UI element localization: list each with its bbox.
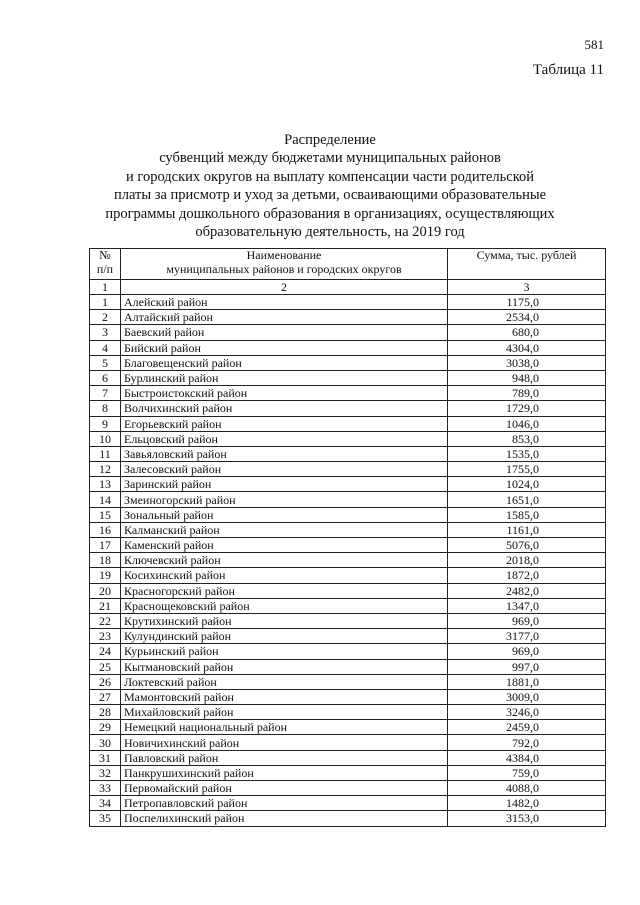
column-index-row	[90, 280, 606, 295]
row-district-name: Змеиногорский район	[121, 492, 448, 507]
table-row	[90, 781, 606, 796]
row-district-name: Ключевский район	[121, 553, 448, 568]
row-number: 7	[90, 386, 121, 401]
row-sum: 969,0	[448, 644, 606, 659]
row-number: 17	[90, 538, 121, 553]
row-sum: 1881,0	[448, 674, 606, 689]
row-sum: 1729,0	[448, 401, 606, 416]
row-number: 9	[90, 416, 121, 431]
table-row	[90, 401, 606, 416]
document-heading	[80, 131, 580, 241]
row-district-name: Алейский район	[121, 295, 448, 310]
table-row	[90, 689, 606, 704]
heading-line: программы дошкольного образования в организациях, осуществляющих	[105, 205, 555, 222]
row-district-name: Поспелихинский район	[121, 811, 448, 826]
row-number: 2	[90, 310, 121, 325]
row-district-name: Михайловский район	[121, 705, 448, 720]
row-district-name: Первомайский район	[121, 781, 448, 796]
header-name-line: муниципальных районов и городских округов	[166, 261, 402, 276]
table-row	[90, 477, 606, 492]
row-district-name: Каменский район	[121, 538, 448, 553]
table-row	[90, 431, 606, 446]
row-district-name: Крутихинский район	[121, 613, 448, 628]
heading-line: Распределение	[284, 132, 376, 148]
heading-line: и городских округов на выплату компенсации части родительской	[125, 168, 535, 185]
column-index: 1	[90, 280, 121, 295]
table-row	[90, 295, 606, 310]
row-number: 25	[90, 659, 121, 674]
row-number: 8	[90, 401, 121, 416]
row-sum: 2459,0	[448, 720, 606, 735]
row-number: 31	[90, 750, 121, 765]
row-number: 10	[90, 431, 121, 446]
row-number: 24	[90, 644, 121, 659]
row-sum: 1755,0	[448, 462, 606, 477]
row-number: 3	[90, 325, 121, 340]
row-sum: 1175,0	[448, 295, 606, 310]
row-sum: 4384,0	[448, 750, 606, 765]
row-sum: 2534,0	[448, 310, 606, 325]
row-number: 34	[90, 796, 121, 811]
table-row	[90, 598, 606, 613]
row-number: 19	[90, 568, 121, 583]
row-number: 15	[90, 507, 121, 522]
row-district-name: Заринский район	[121, 477, 448, 492]
table-row	[90, 765, 606, 780]
heading-line: субвенций между бюджетами муниципальных районов	[159, 150, 501, 167]
row-district-name: Залесовский район	[121, 462, 448, 477]
row-sum: 4088,0	[448, 781, 606, 796]
table-row	[90, 310, 606, 325]
table-row	[90, 659, 606, 674]
column-index: 3	[448, 280, 606, 295]
row-district-name: Курьинский район	[121, 644, 448, 659]
row-sum: 3246,0	[448, 705, 606, 720]
row-number: 27	[90, 689, 121, 704]
row-district-name: Быстроистокский район	[121, 386, 448, 401]
table-row	[90, 629, 606, 644]
row-number: 35	[90, 811, 121, 826]
row-sum: 5076,0	[448, 538, 606, 553]
row-district-name: Алтайский район	[121, 310, 448, 325]
row-number: 28	[90, 705, 121, 720]
row-number: 12	[90, 462, 121, 477]
row-number: 13	[90, 477, 121, 492]
row-district-name: Немецкий национальный район	[121, 720, 448, 735]
table-row	[90, 750, 606, 765]
row-number: 1	[90, 295, 121, 310]
row-number: 30	[90, 735, 121, 750]
row-sum: 1347,0	[448, 598, 606, 613]
row-sum: 2482,0	[448, 583, 606, 598]
row-number: 22	[90, 613, 121, 628]
row-number: 18	[90, 553, 121, 568]
table-row	[90, 613, 606, 628]
row-sum: 3009,0	[448, 689, 606, 704]
row-sum: 759,0	[448, 765, 606, 780]
table-row	[90, 416, 606, 431]
row-sum: 789,0	[448, 386, 606, 401]
row-district-name: Волчихинский район	[121, 401, 448, 416]
row-number: 32	[90, 765, 121, 780]
page-number: 581	[584, 37, 604, 52]
row-number: 14	[90, 492, 121, 507]
header-sum: Сумма, тыс. рублей	[448, 249, 606, 280]
row-district-name: Краснощековский район	[121, 598, 448, 613]
table-row	[90, 340, 606, 355]
table-row	[90, 325, 606, 340]
table-row	[90, 583, 606, 598]
row-district-name: Мамонтовский район	[121, 689, 448, 704]
header-name-line: Наименование	[246, 248, 322, 262]
table-body	[90, 295, 606, 827]
row-district-name: Баевский район	[121, 325, 448, 340]
row-sum: 2018,0	[448, 553, 606, 568]
table-header-row	[90, 249, 606, 280]
row-sum: 1482,0	[448, 796, 606, 811]
column-index: 2	[121, 280, 448, 295]
row-sum: 853,0	[448, 431, 606, 446]
table-row	[90, 674, 606, 689]
row-number: 29	[90, 720, 121, 735]
row-district-name: Кытмановский район	[121, 659, 448, 674]
row-sum: 1585,0	[448, 507, 606, 522]
subvention-table	[89, 248, 606, 827]
row-sum: 997,0	[448, 659, 606, 674]
row-number: 20	[90, 583, 121, 598]
row-sum: 969,0	[448, 613, 606, 628]
header-number-line: №	[99, 248, 111, 262]
row-sum: 948,0	[448, 370, 606, 385]
row-number: 16	[90, 522, 121, 537]
row-number: 11	[90, 446, 121, 461]
table-row	[90, 796, 606, 811]
heading-line: образовательную деятельность, на 2019 год	[195, 224, 465, 241]
table-row	[90, 811, 606, 826]
row-district-name: Ельцовский район	[121, 431, 448, 446]
row-district-name: Егорьевский район	[121, 416, 448, 431]
table-row	[90, 705, 606, 720]
row-sum: 1651,0	[448, 492, 606, 507]
row-sum: 4304,0	[448, 340, 606, 355]
row-district-name: Благовещенский район	[121, 355, 448, 370]
row-district-name: Бурлинский район	[121, 370, 448, 385]
row-district-name: Зональный район	[121, 507, 448, 522]
row-district-name: Калманский район	[121, 522, 448, 537]
row-district-name: Косихинский район	[121, 568, 448, 583]
table-row	[90, 522, 606, 537]
row-district-name: Бийский район	[121, 340, 448, 355]
table-row	[90, 386, 606, 401]
row-sum: 680,0	[448, 325, 606, 340]
table-row	[90, 507, 606, 522]
table-row	[90, 355, 606, 370]
row-sum: 1535,0	[448, 446, 606, 461]
table-row	[90, 720, 606, 735]
row-sum: 1024,0	[448, 477, 606, 492]
row-sum: 1161,0	[448, 522, 606, 537]
row-number: 21	[90, 598, 121, 613]
table-row	[90, 370, 606, 385]
row-district-name: Кулундинский район	[121, 629, 448, 644]
row-sum: 1046,0	[448, 416, 606, 431]
row-number: 4	[90, 340, 121, 355]
row-district-name: Завьяловский район	[121, 446, 448, 461]
heading-line: платы за присмотр и уход за детьми, осваивающими образовательные	[113, 187, 547, 204]
table-row	[90, 644, 606, 659]
row-sum: 792,0	[448, 735, 606, 750]
table-row	[90, 553, 606, 568]
row-sum: 3038,0	[448, 355, 606, 370]
table-row	[90, 568, 606, 583]
header-name	[121, 249, 448, 280]
row-sum: 3177,0	[448, 629, 606, 644]
row-number: 33	[90, 781, 121, 796]
table-row	[90, 462, 606, 477]
table-label: Таблица 11	[532, 62, 604, 78]
row-district-name: Петропавловский район	[121, 796, 448, 811]
header-number-line: п/п	[96, 261, 114, 276]
row-sum: 1872,0	[448, 568, 606, 583]
table-row	[90, 446, 606, 461]
table-row	[90, 735, 606, 750]
table-row	[90, 492, 606, 507]
header-number	[90, 249, 121, 280]
row-district-name: Панкрушихинский район	[121, 765, 448, 780]
row-number: 26	[90, 674, 121, 689]
row-number: 23	[90, 629, 121, 644]
row-district-name: Новичихинский район	[121, 735, 448, 750]
row-district-name: Локтевский район	[121, 674, 448, 689]
row-sum: 3153,0	[448, 811, 606, 826]
row-number: 5	[90, 355, 121, 370]
table-row	[90, 538, 606, 553]
row-number: 6	[90, 370, 121, 385]
row-district-name: Красногорский район	[121, 583, 448, 598]
row-district-name: Павловский район	[121, 750, 448, 765]
